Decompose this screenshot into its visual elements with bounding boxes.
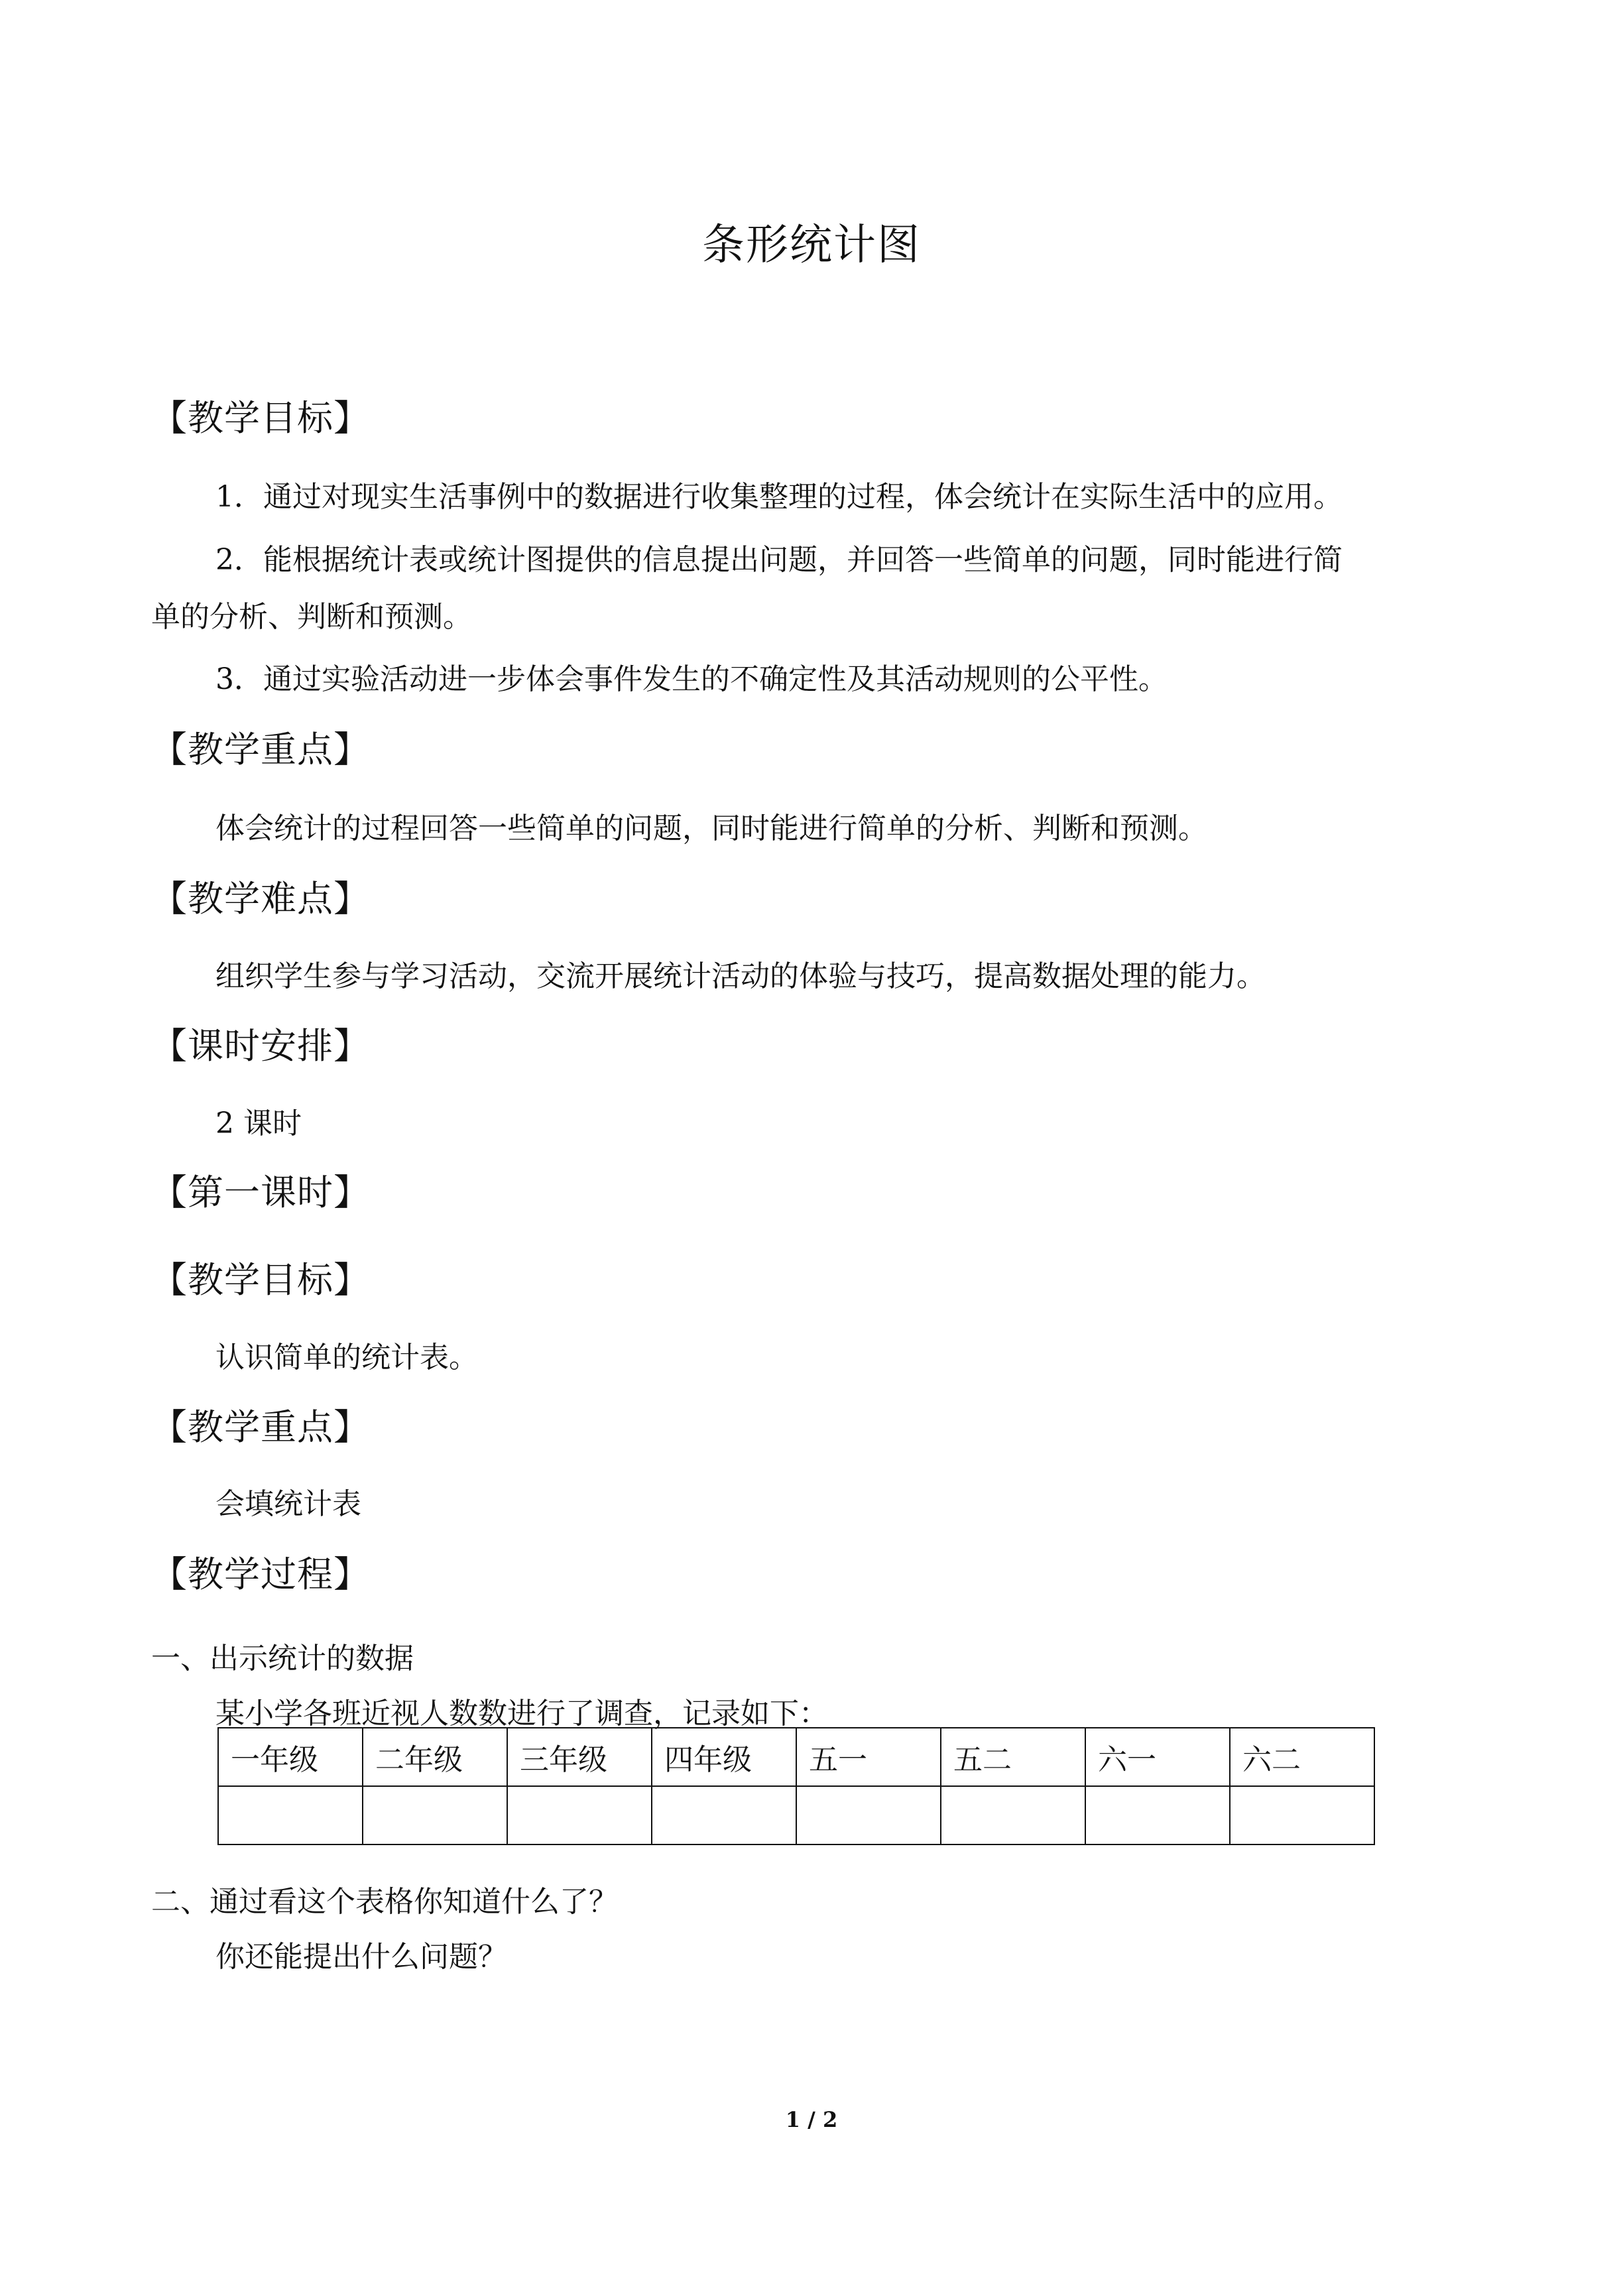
myopia-table [217, 1727, 1375, 1845]
goal-2-cont: 单的分析、判断和预测。 [151, 600, 472, 634]
table-cell [652, 1786, 796, 1844]
table-header-cell: 四年级 [652, 1728, 796, 1786]
heading-key-points-2: 【教学重点】 [151, 1406, 370, 1448]
table-header-cell: 三年级 [507, 1728, 652, 1786]
table-row [218, 1786, 1374, 1844]
survey-text: 某小学各班近视人数数进行了调查，记录如下： [215, 1697, 828, 1730]
table-header-row [218, 1728, 1374, 1786]
goal-2: 2．能根据统计表或统计图提供的信息提出问题，并回答一些简单的问题，同时能进行简 [215, 543, 1343, 577]
table-header-cell: 五一 [796, 1728, 941, 1786]
table-header-cell: 一年级 [218, 1728, 363, 1786]
page-title: 条形统计图 [702, 221, 921, 270]
table-header-cell: 五二 [941, 1728, 1085, 1786]
table-header-cell: 二年级 [363, 1728, 507, 1786]
goal-3: 3．通过实验活动进一步体会事件发生的不确定性及其活动规则的公平性。 [215, 662, 1168, 696]
table-header-cell: 六一 [1085, 1728, 1230, 1786]
step-1: 一、出示统计的数据 [151, 1642, 414, 1675]
table-cell [1085, 1786, 1230, 1844]
table-cell [941, 1786, 1085, 1844]
table-header-cell: 六二 [1230, 1728, 1374, 1786]
schedule-text: 2 课时 [215, 1107, 302, 1140]
heading-schedule: 【课时安排】 [151, 1025, 370, 1067]
question-text: 你还能提出什么问题？ [215, 1940, 507, 1974]
goal-1: 1．通过对现实生活事例中的数据进行收集整理的过程，体会统计在实际生活中的应用。 [215, 480, 1343, 514]
heading-difficulties: 【教学难点】 [151, 878, 370, 920]
goal-text-2: 认识简单的统计表。 [215, 1341, 478, 1374]
key-points-text: 体会统计的过程回答一些简单的问题，同时能进行简单的分析、判断和预测。 [215, 812, 1207, 845]
heading-first-lesson: 【第一课时】 [151, 1172, 370, 1213]
heading-key-points: 【教学重点】 [151, 729, 370, 770]
table-cell [507, 1786, 652, 1844]
step-2: 二、通过看这个表格你知道什么了？ [151, 1885, 618, 1919]
table-cell [218, 1786, 363, 1844]
key-points-text-2: 会填统计表 [215, 1487, 361, 1521]
difficulties-text: 组织学生参与学习活动，交流开展统计活动的体验与技巧，提高数据处理的能力。 [215, 959, 1266, 993]
table-cell [1230, 1786, 1374, 1844]
heading-teaching-goals-2: 【教学目标】 [151, 1259, 370, 1301]
table-cell [796, 1786, 941, 1844]
heading-process: 【教学过程】 [151, 1553, 370, 1595]
page-number: 1 / 2 [785, 2107, 838, 2132]
table-cell [363, 1786, 507, 1844]
heading-teaching-goals: 【教学目标】 [151, 397, 370, 439]
